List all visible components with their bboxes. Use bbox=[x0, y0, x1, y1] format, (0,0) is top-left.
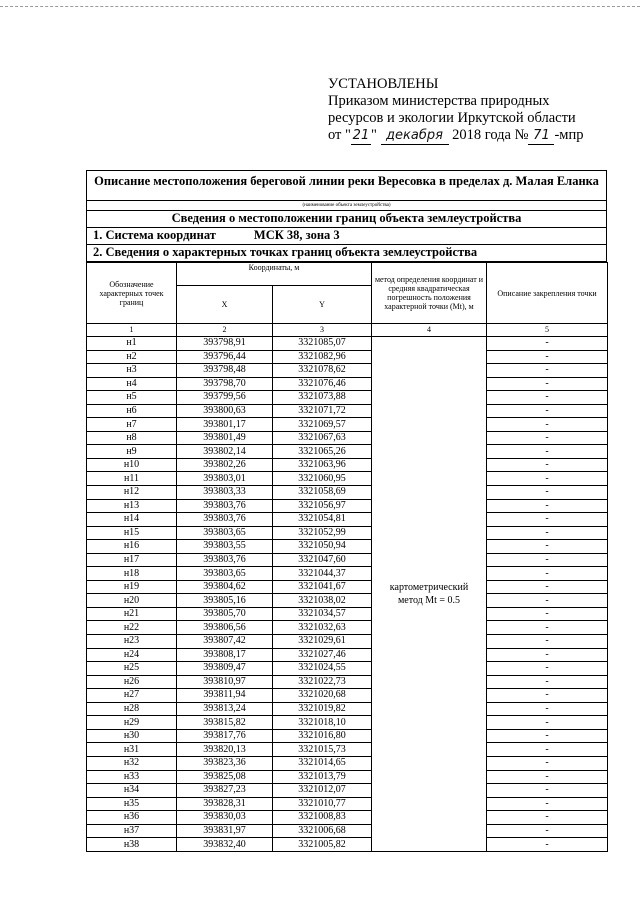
fixing-description: - bbox=[487, 540, 608, 554]
point-designation: н10 bbox=[87, 458, 177, 472]
document-title: Описание местоположения береговой линии реки Вересовка в пределах д. Малая Еланка bbox=[86, 170, 607, 201]
table-row bbox=[87, 337, 608, 351]
point-designation: н37 bbox=[87, 824, 177, 838]
point-designation: н13 bbox=[87, 499, 177, 513]
coord-x: 393825,08 bbox=[177, 770, 273, 784]
method-accuracy: метод Mt = 0.5 bbox=[397, 594, 461, 606]
coord-x: 393805,70 bbox=[177, 607, 273, 621]
coord-x: 393803,33 bbox=[177, 486, 273, 500]
fixing-description: - bbox=[487, 702, 608, 716]
fixing-description: - bbox=[487, 621, 608, 635]
coord-y: 3321065,26 bbox=[273, 445, 372, 459]
coord-y: 3321010,77 bbox=[273, 797, 372, 811]
point-designation: н7 bbox=[87, 418, 177, 432]
table-row bbox=[87, 797, 608, 811]
fixing-description: - bbox=[487, 689, 608, 703]
table-row bbox=[87, 377, 608, 391]
point-designation: н27 bbox=[87, 689, 177, 703]
table-row bbox=[87, 594, 608, 608]
fixing-description: - bbox=[487, 716, 608, 730]
fixing-description: - bbox=[487, 458, 608, 472]
header-method: метод определения координат и средняя квадратическая погрешность положения характерной точки (Mt), м bbox=[372, 263, 487, 324]
date-prefix: от " bbox=[328, 127, 351, 143]
table-row bbox=[87, 675, 608, 689]
coord-y: 3321005,82 bbox=[273, 838, 372, 852]
title-caption: (наименование объекта землеустройства) bbox=[86, 201, 607, 211]
fixing-description: - bbox=[487, 499, 608, 513]
coord-x: 393798,48 bbox=[177, 364, 273, 378]
coord-x: 393803,65 bbox=[177, 526, 273, 540]
coord-x: 393808,17 bbox=[177, 648, 273, 662]
table-row bbox=[87, 513, 608, 527]
coord-y: 3321038,02 bbox=[273, 594, 372, 608]
coord-x: 393830,03 bbox=[177, 811, 273, 825]
fixing-description: - bbox=[487, 445, 608, 459]
coord-x: 393803,76 bbox=[177, 553, 273, 567]
table-row bbox=[87, 729, 608, 743]
coord-x: 393801,17 bbox=[177, 418, 273, 432]
handwritten-day: 21 bbox=[352, 128, 370, 143]
point-designation: н23 bbox=[87, 635, 177, 649]
approval-order-line: Приказом министерства природных bbox=[328, 93, 550, 109]
point-designation: н1 bbox=[87, 337, 177, 351]
points-section-heading: 2. Сведения о характерных точках границ объекта землеустройства bbox=[86, 245, 607, 262]
coord-x: 393832,40 bbox=[177, 838, 273, 852]
table-row bbox=[87, 486, 608, 500]
coord-x: 393810,97 bbox=[177, 675, 273, 689]
point-designation: н5 bbox=[87, 391, 177, 405]
column-number: 2 bbox=[177, 324, 273, 337]
table-row bbox=[87, 499, 608, 513]
table-row bbox=[87, 621, 608, 635]
coord-y: 3321016,80 bbox=[273, 729, 372, 743]
coord-y: 3321019,82 bbox=[273, 702, 372, 716]
coord-y: 3321020,68 bbox=[273, 689, 372, 703]
coord-y: 3321067,63 bbox=[273, 431, 372, 445]
point-designation: н24 bbox=[87, 648, 177, 662]
coord-x: 393804,62 bbox=[177, 580, 273, 594]
point-designation: н14 bbox=[87, 513, 177, 527]
table-row bbox=[87, 391, 608, 405]
point-designation: н22 bbox=[87, 621, 177, 635]
coord-x: 393828,31 bbox=[177, 797, 273, 811]
coord-y: 3321069,57 bbox=[273, 418, 372, 432]
table-row bbox=[87, 648, 608, 662]
coord-y: 3321027,46 bbox=[273, 648, 372, 662]
coord-x: 393803,55 bbox=[177, 540, 273, 554]
coord-y: 3321060,95 bbox=[273, 472, 372, 486]
coord-y: 3321006,68 bbox=[273, 824, 372, 838]
table-row bbox=[87, 364, 608, 378]
point-designation: н25 bbox=[87, 662, 177, 676]
fixing-description: - bbox=[487, 404, 608, 418]
coord-y: 3321052,99 bbox=[273, 526, 372, 540]
column-number: 3 bbox=[273, 324, 372, 337]
table-row bbox=[87, 770, 608, 784]
table-row bbox=[87, 458, 608, 472]
approval-stamp bbox=[328, 76, 583, 145]
point-designation: н8 bbox=[87, 431, 177, 445]
point-designation: н18 bbox=[87, 567, 177, 581]
coord-y: 3321022,73 bbox=[273, 675, 372, 689]
coord-y: 3321073,88 bbox=[273, 391, 372, 405]
table-row bbox=[87, 811, 608, 825]
table-row bbox=[87, 526, 608, 540]
coord-x: 393801,49 bbox=[177, 431, 273, 445]
point-designation: н32 bbox=[87, 756, 177, 770]
fixing-description: - bbox=[487, 756, 608, 770]
fixing-description: - bbox=[487, 486, 608, 500]
point-designation: н26 bbox=[87, 675, 177, 689]
point-designation: н34 bbox=[87, 784, 177, 798]
fixing-description: - bbox=[487, 391, 608, 405]
point-designation: н33 bbox=[87, 770, 177, 784]
coord-y: 3321032,63 bbox=[273, 621, 372, 635]
coord-y: 3321024,55 bbox=[273, 662, 372, 676]
coord-x: 393823,36 bbox=[177, 756, 273, 770]
point-designation: н21 bbox=[87, 607, 177, 621]
fixing-description: - bbox=[487, 594, 608, 608]
fixing-description: - bbox=[487, 662, 608, 676]
table-row bbox=[87, 580, 608, 594]
coord-x: 393831,97 bbox=[177, 824, 273, 838]
coord-y: 3321054,81 bbox=[273, 513, 372, 527]
handwritten-month: декабря bbox=[381, 127, 449, 145]
fixing-description: - bbox=[487, 743, 608, 757]
point-designation: н9 bbox=[87, 445, 177, 459]
fixing-description: - bbox=[487, 567, 608, 581]
header-x: X bbox=[177, 286, 273, 324]
point-designation: н3 bbox=[87, 364, 177, 378]
coord-y: 3321014,65 bbox=[273, 756, 372, 770]
column-number: 5 bbox=[487, 324, 608, 337]
point-designation: н20 bbox=[87, 594, 177, 608]
point-designation: н4 bbox=[87, 377, 177, 391]
coord-y: 3321076,46 bbox=[273, 377, 372, 391]
coord-y: 3321082,96 bbox=[273, 350, 372, 364]
table-row bbox=[87, 838, 608, 852]
table-row bbox=[87, 635, 608, 649]
coord-x: 393803,76 bbox=[177, 513, 273, 527]
table-row bbox=[87, 756, 608, 770]
coord-y: 3321058,69 bbox=[273, 486, 372, 500]
fixing-description: - bbox=[487, 350, 608, 364]
coord-x: 393796,44 bbox=[177, 350, 273, 364]
fixing-description: - bbox=[487, 431, 608, 445]
fixing-description: - bbox=[487, 797, 608, 811]
coord-x: 393802,26 bbox=[177, 458, 273, 472]
fixing-description: - bbox=[487, 337, 608, 351]
fixing-description: - bbox=[487, 364, 608, 378]
approval-heading: УСТАНОВЛЕНЫ bbox=[328, 76, 439, 92]
table-row bbox=[87, 824, 608, 838]
header-point-designation: Обозначение характерных точек границ bbox=[87, 263, 177, 324]
date-quote: " bbox=[370, 127, 377, 143]
boundary-description-form bbox=[86, 170, 607, 852]
point-designation: н36 bbox=[87, 811, 177, 825]
point-designation: н29 bbox=[87, 716, 177, 730]
point-designation: н6 bbox=[87, 404, 177, 418]
coord-y: 3321018,10 bbox=[273, 716, 372, 730]
table-row bbox=[87, 662, 608, 676]
coord-x: 393800,63 bbox=[177, 404, 273, 418]
point-designation: н17 bbox=[87, 553, 177, 567]
table-row bbox=[87, 607, 608, 621]
coord-y: 3321050,94 bbox=[273, 540, 372, 554]
point-designation: н16 bbox=[87, 540, 177, 554]
coord-y: 3321034,57 bbox=[273, 607, 372, 621]
method-line: картометрический bbox=[389, 581, 469, 593]
header-y: Y bbox=[273, 286, 372, 324]
coord-y: 3321071,72 bbox=[273, 404, 372, 418]
handwritten-order-number: 71 bbox=[528, 127, 554, 145]
coord-y: 3321078,62 bbox=[273, 364, 372, 378]
coordinate-system-line bbox=[86, 228, 607, 245]
coord-y: 3321056,97 bbox=[273, 499, 372, 513]
fixing-description: - bbox=[487, 770, 608, 784]
coord-x: 393798,91 bbox=[177, 337, 273, 351]
table-row bbox=[87, 553, 608, 567]
points-table bbox=[86, 262, 608, 852]
point-designation: н15 bbox=[87, 526, 177, 540]
table-row bbox=[87, 716, 608, 730]
table-row bbox=[87, 350, 608, 364]
approval-ministry-line: ресурсов и экологии Иркутской области bbox=[328, 110, 576, 126]
order-suffix: -мпр bbox=[554, 127, 584, 143]
fixing-description: - bbox=[487, 729, 608, 743]
table-row bbox=[87, 540, 608, 554]
fixing-description: - bbox=[487, 648, 608, 662]
section-title: Сведения о местоположении границ объекта землеустройства bbox=[86, 211, 607, 228]
approval-date-line bbox=[328, 127, 583, 145]
coord-x: 393803,76 bbox=[177, 499, 273, 513]
scan-top-dashed-line bbox=[0, 6, 640, 7]
table-row bbox=[87, 472, 608, 486]
coord-y: 3321085,07 bbox=[273, 337, 372, 351]
table-row bbox=[87, 418, 608, 432]
coord-y: 3321029,61 bbox=[273, 635, 372, 649]
table-row bbox=[87, 431, 608, 445]
fixing-description: - bbox=[487, 580, 608, 594]
coord-x: 393803,65 bbox=[177, 567, 273, 581]
coord-y: 3321063,96 bbox=[273, 458, 372, 472]
point-designation: н19 bbox=[87, 580, 177, 594]
fixing-description: - bbox=[487, 675, 608, 689]
fixing-description: - bbox=[487, 553, 608, 567]
point-designation: н35 bbox=[87, 797, 177, 811]
method-cell bbox=[372, 337, 487, 852]
coord-y: 3321012,07 bbox=[273, 784, 372, 798]
coord-x: 393805,16 bbox=[177, 594, 273, 608]
coord-x: 393806,56 bbox=[177, 621, 273, 635]
point-designation: н31 bbox=[87, 743, 177, 757]
coord-x: 393815,82 bbox=[177, 716, 273, 730]
fixing-description: - bbox=[487, 513, 608, 527]
fixing-description: - bbox=[487, 607, 608, 621]
coord-y: 3321047,60 bbox=[273, 553, 372, 567]
fixing-description: - bbox=[487, 377, 608, 391]
coord-y: 3321015,73 bbox=[273, 743, 372, 757]
fixing-description: - bbox=[487, 824, 608, 838]
coord-x: 393807,42 bbox=[177, 635, 273, 649]
table-row bbox=[87, 445, 608, 459]
coord-x: 393811,94 bbox=[177, 689, 273, 703]
point-designation: н28 bbox=[87, 702, 177, 716]
point-designation: н38 bbox=[87, 838, 177, 852]
point-designation: н12 bbox=[87, 486, 177, 500]
coord-x: 393827,23 bbox=[177, 784, 273, 798]
coordinate-system-value: МСК 38, зона 3 bbox=[253, 228, 340, 242]
table-row bbox=[87, 404, 608, 418]
coord-x: 393809,47 bbox=[177, 662, 273, 676]
coord-x: 393820,13 bbox=[177, 743, 273, 757]
coord-x: 393798,70 bbox=[177, 377, 273, 391]
coord-x: 393813,24 bbox=[177, 702, 273, 716]
point-designation: н30 bbox=[87, 729, 177, 743]
table-row bbox=[87, 702, 608, 716]
fixing-description: - bbox=[487, 472, 608, 486]
point-designation: н2 bbox=[87, 350, 177, 364]
coord-x: 393799,56 bbox=[177, 391, 273, 405]
header-coordinates: Координаты, м bbox=[177, 263, 372, 286]
coord-x: 393802,14 bbox=[177, 445, 273, 459]
fixing-description: - bbox=[487, 811, 608, 825]
fixing-description: - bbox=[487, 784, 608, 798]
table-row bbox=[87, 743, 608, 757]
coord-y: 3321013,79 bbox=[273, 770, 372, 784]
coord-y: 3321044,37 bbox=[273, 567, 372, 581]
header-fixing-description: Описание закрепления точки bbox=[487, 263, 608, 324]
coordinate-system-label: 1. Система координат bbox=[93, 228, 216, 242]
table-row bbox=[87, 784, 608, 798]
coord-y: 3321008,83 bbox=[273, 811, 372, 825]
coord-x: 393817,76 bbox=[177, 729, 273, 743]
point-designation: н11 bbox=[87, 472, 177, 486]
fixing-description: - bbox=[487, 418, 608, 432]
fixing-description: - bbox=[487, 838, 608, 852]
coord-y: 3321041,67 bbox=[273, 580, 372, 594]
fixing-description: - bbox=[487, 526, 608, 540]
column-number: 1 bbox=[87, 324, 177, 337]
table-row bbox=[87, 567, 608, 581]
coord-x: 393803,01 bbox=[177, 472, 273, 486]
fixing-description: - bbox=[487, 635, 608, 649]
column-number: 4 bbox=[372, 324, 487, 337]
date-year: 2018 года № bbox=[452, 127, 529, 143]
table-row bbox=[87, 689, 608, 703]
